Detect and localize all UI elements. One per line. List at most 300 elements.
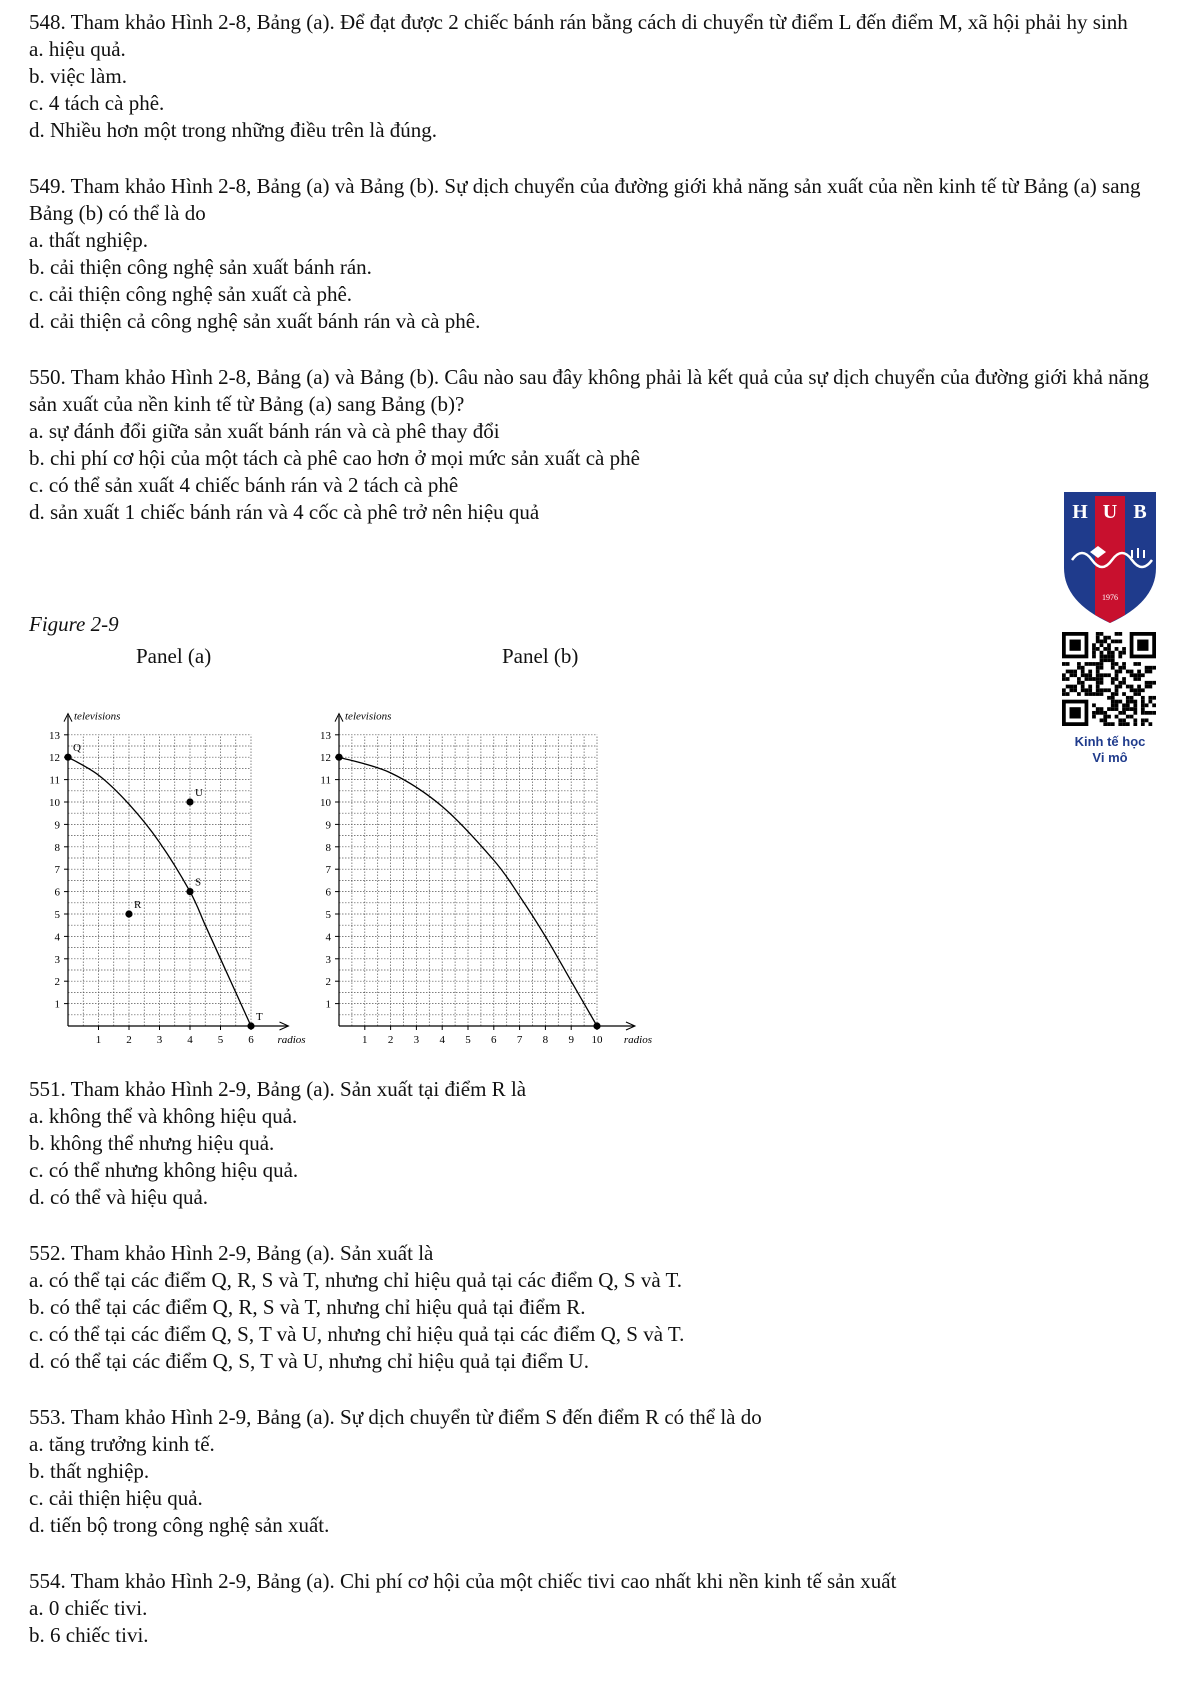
qr-module — [1118, 666, 1122, 670]
y-tick-label: 13 — [49, 729, 60, 742]
qr-module — [1107, 696, 1111, 700]
qr-module — [1115, 662, 1119, 666]
qr-module — [1145, 703, 1149, 707]
qr-module — [1126, 722, 1130, 726]
option: b. 6 chiếc tivi. — [29, 1623, 149, 1647]
qr-module — [1122, 677, 1126, 681]
y-tick-label: 2 — [54, 976, 60, 989]
x-tick-label: 5 — [217, 1034, 224, 1046]
qr-module — [1088, 685, 1092, 689]
option: b. việc làm. — [29, 64, 127, 88]
qr-module — [1118, 722, 1122, 726]
qr-module — [1130, 696, 1134, 700]
qr-module — [1103, 722, 1107, 726]
qr-module — [1103, 636, 1107, 640]
qr-module — [1085, 662, 1089, 666]
qr-module — [1096, 670, 1100, 674]
qr-module — [1107, 643, 1111, 647]
qr-module — [1070, 688, 1074, 692]
qr-module — [1100, 651, 1104, 655]
logo-letter-h: H — [1072, 501, 1088, 523]
qr-module — [1096, 662, 1100, 666]
qr-module — [1107, 688, 1111, 692]
qr-module — [1100, 658, 1104, 662]
question-stem: 549. Tham khảo Hình 2-8, Bảng (a) và Bảng (b). Sự dịch chuyển của đường giới khả năng sản xuất của nền kinh tế từ Bảng (a) sang Bảng (b) có thể là do — [29, 174, 1141, 225]
option: c. có thể nhưng không hiệu quả. — [29, 1158, 299, 1182]
qr-module — [1111, 655, 1115, 659]
qr-module — [1077, 681, 1081, 685]
qr-module — [1081, 685, 1085, 689]
qr-module — [1092, 651, 1096, 655]
question-549 — [29, 173, 1169, 335]
qr-module — [1100, 673, 1104, 677]
qr-module — [1141, 703, 1145, 707]
x-tick-label: 9 — [568, 1034, 574, 1046]
qr-module — [1088, 673, 1092, 677]
document-page-lower — [29, 1076, 1169, 1649]
qr-module — [1122, 711, 1126, 715]
qr-module — [1100, 662, 1104, 666]
logo-caption-line1: Kinh tế học — [1074, 734, 1146, 749]
qr-module — [1118, 655, 1122, 659]
qr-module — [1077, 666, 1081, 670]
qr-module — [1126, 707, 1130, 711]
x-tick-label: 3 — [156, 1034, 163, 1046]
qr-module — [1100, 681, 1104, 685]
x-tick-label: 4 — [187, 1034, 193, 1046]
qr-module — [1118, 718, 1122, 722]
y-tick-label: 11 — [49, 774, 60, 787]
y-tick-label: 1 — [325, 998, 331, 1011]
y-tick-label: 3 — [54, 953, 60, 966]
qr-module — [1141, 722, 1145, 726]
qr-module — [1062, 673, 1066, 677]
qr-module — [1073, 688, 1077, 692]
qr-module — [1130, 707, 1134, 711]
qr-module — [1133, 677, 1137, 681]
logo-year: 1976 — [1102, 593, 1118, 602]
qr-module — [1137, 685, 1141, 689]
data-point-r — [125, 910, 132, 917]
qr-module — [1130, 700, 1134, 704]
qr-module — [1115, 640, 1119, 644]
option: d. tiến bộ trong công nghệ sản xuất. — [29, 1513, 330, 1537]
qr-module — [1148, 685, 1152, 689]
qr-module — [1081, 666, 1085, 670]
qr-module — [1070, 673, 1074, 677]
qr-module — [1100, 677, 1104, 681]
option: a. có thể tại các điểm Q, R, S và T, nhưng chỉ hiệu quả tại các điểm Q, S và T. — [29, 1268, 683, 1292]
qr-module — [1100, 711, 1104, 715]
qr-module — [1148, 711, 1152, 715]
y-tick-label: 12 — [49, 752, 60, 765]
qr-module — [1148, 681, 1152, 685]
qr-module — [1145, 711, 1149, 715]
qr-module — [1085, 677, 1089, 681]
qr-module — [1133, 662, 1137, 666]
data-point-s — [186, 888, 193, 895]
qr-module — [1141, 711, 1145, 715]
qr-module — [1096, 688, 1100, 692]
qr-module — [1100, 643, 1104, 647]
qr-module — [1088, 670, 1092, 674]
qr-module — [1085, 673, 1089, 677]
qr-module — [1115, 692, 1119, 696]
qr-module — [1115, 700, 1119, 704]
qr-module — [1145, 666, 1149, 670]
qr-module — [1107, 722, 1111, 726]
qr-module — [1122, 707, 1126, 711]
qr-module — [1096, 636, 1100, 640]
y-tick-label: 10 — [320, 797, 331, 809]
qr-module — [1111, 692, 1115, 696]
panel-a-chart — [30, 670, 306, 1065]
qr-module — [1111, 658, 1115, 662]
qr-module — [1133, 722, 1137, 726]
qr-module — [1118, 670, 1122, 674]
qr-module — [1115, 677, 1119, 681]
qr-module — [1096, 647, 1100, 651]
question-stem: 550. Tham khảo Hình 2-8, Bảng (a) và Bảng (b). Câu nào sau đây không phải là kết quả của sự dịch chuyển của đường giới khả năng sản xuất của nền kinh tế từ Bảng (a) sang Bảng (b)? — [29, 365, 1149, 416]
qr-module — [1133, 692, 1137, 696]
qr-module — [1122, 681, 1126, 685]
qr-module — [1062, 677, 1066, 681]
qr-module — [1111, 640, 1115, 644]
x-axis-label: radios — [623, 1034, 653, 1046]
y-tick-label: 10 — [49, 797, 60, 809]
panel-a-title: Panel (a) — [136, 644, 212, 668]
option: a. tăng trưởng kinh tế. — [29, 1432, 215, 1456]
qr-module — [1122, 722, 1126, 726]
figure-title: Figure 2-9 — [29, 612, 119, 636]
point-label-u: U — [195, 787, 203, 799]
x-tick-label: 8 — [542, 1034, 549, 1046]
question-stem: 548. Tham khảo Hình 2-8, Bảng (a). Để đạt được 2 chiếc bánh rán bằng cách di chuyển từ điểm L đến điểm M, xã hội phải hy sinh — [29, 10, 1128, 34]
qr-module — [1096, 673, 1100, 677]
qr-module — [1111, 722, 1115, 726]
qr-module — [1126, 700, 1130, 704]
point-label-s: S — [195, 876, 202, 889]
question-554 — [29, 1568, 1169, 1649]
y-tick-label: 6 — [54, 886, 60, 899]
y-tick-label: 3 — [325, 953, 331, 966]
y-axis-label: televisions — [74, 710, 121, 723]
qr-module — [1137, 692, 1141, 696]
qr-module — [1137, 688, 1141, 692]
data-point-u — [186, 798, 193, 805]
qr-module — [1088, 662, 1092, 666]
question-548 — [29, 9, 1169, 144]
y-tick-label: 5 — [325, 909, 331, 921]
qr-module — [1103, 640, 1107, 644]
qr-module — [1115, 688, 1119, 692]
data-point-end — [335, 754, 342, 761]
qr-module — [1152, 681, 1156, 685]
y-tick-label: 11 — [320, 774, 331, 787]
qr-module — [1126, 670, 1130, 674]
qr-module — [1152, 703, 1156, 707]
qr-module — [1145, 670, 1149, 674]
qr-module — [1141, 700, 1145, 704]
qr-module — [1062, 692, 1066, 696]
qr-module — [1103, 658, 1107, 662]
qr-module — [1085, 688, 1089, 692]
qr-module — [1092, 677, 1096, 681]
qr-module — [1062, 688, 1066, 692]
point-label-t: T — [256, 1011, 263, 1023]
qr-module — [1130, 673, 1134, 677]
y-tick-label: 2 — [325, 976, 331, 989]
panel-b-title: Panel (b) — [502, 644, 579, 668]
qr-module — [1103, 715, 1107, 719]
qr-module — [1107, 636, 1111, 640]
y-tick-label: 9 — [325, 819, 331, 832]
qr-module — [1096, 677, 1100, 681]
x-tick-label: 4 — [439, 1034, 445, 1046]
qr-module — [1111, 696, 1115, 700]
hub-shield-icon — [1060, 490, 1160, 625]
qr-module — [1115, 632, 1119, 636]
qr-module — [1133, 711, 1137, 715]
x-tick-label: 7 — [516, 1034, 523, 1046]
qr-module — [1111, 700, 1115, 704]
qr-module — [1118, 681, 1122, 685]
option: b. có thể tại các điểm Q, R, S và T, nhưng chỉ hiệu quả tại điểm R. — [29, 1295, 586, 1319]
qr-module — [1122, 703, 1126, 707]
question-stem: 552. Tham khảo Hình 2-9, Bảng (a). Sản xuất là — [29, 1241, 434, 1265]
qr-module — [1066, 670, 1070, 674]
qr-module — [1107, 707, 1111, 711]
option: a. sự đánh đổi giữa sản xuất bánh rán và cà phê thay đổi — [29, 419, 500, 443]
qr-module — [1081, 673, 1085, 677]
x-tick-label: 6 — [491, 1034, 497, 1046]
qr-module — [1066, 662, 1070, 666]
option: c. cải thiện hiệu quả. — [29, 1486, 203, 1510]
qr-module — [1130, 670, 1134, 674]
x-tick-label: 2 — [126, 1034, 132, 1046]
qr-module — [1133, 673, 1137, 677]
qr-module — [1148, 722, 1152, 726]
option: c. có thể sản xuất 4 chiếc bánh rán và 2 tách cà phê — [29, 473, 459, 497]
qr-module — [1115, 673, 1119, 677]
x-tick-label: 2 — [387, 1034, 394, 1046]
qr-module — [1133, 688, 1137, 692]
qr-module — [1148, 666, 1152, 670]
option: c. 4 tách cà phê. — [29, 91, 165, 115]
option: d. sản xuất 1 chiếc bánh rán và 4 cốc cà phê trở nên hiệu quả — [29, 500, 540, 524]
qr-module — [1100, 707, 1104, 711]
qr-module — [1107, 658, 1111, 662]
qr-module — [1141, 688, 1145, 692]
qr-module — [1062, 662, 1066, 666]
qr-module — [1107, 655, 1111, 659]
qr-module — [1122, 666, 1126, 670]
qr-module — [1107, 651, 1111, 655]
qr-module — [1141, 718, 1145, 722]
qr-module — [1118, 700, 1122, 704]
qr-module — [1130, 685, 1134, 689]
qr-module — [1115, 707, 1119, 711]
qr-module — [1100, 655, 1104, 659]
qr-module — [1103, 711, 1107, 715]
x-tick-label: 6 — [248, 1034, 254, 1046]
qr-module — [1122, 662, 1126, 666]
data-point-end — [593, 1022, 600, 1029]
option: c. cải thiện công nghệ sản xuất cà phê. — [29, 282, 353, 306]
logo-letter-u: U — [1102, 501, 1118, 523]
y-tick-label: 5 — [54, 909, 60, 921]
qr-module — [1122, 718, 1126, 722]
qr-module — [1100, 718, 1104, 722]
option: d. có thể và hiệu quả. — [29, 1185, 209, 1209]
y-tick-label: 7 — [54, 864, 60, 877]
y-tick-label: 4 — [54, 931, 60, 944]
y-tick-label: 12 — [320, 752, 331, 765]
qr-module — [1081, 681, 1085, 685]
qr-module — [1141, 673, 1145, 677]
qr-module — [1126, 685, 1130, 689]
qr-module — [1081, 688, 1085, 692]
qr-module — [1111, 707, 1115, 711]
qr-module — [1085, 692, 1089, 696]
qr-module — [1122, 647, 1126, 651]
qr-module — [1107, 673, 1111, 677]
qr-module — [1133, 703, 1137, 707]
option: b. không thể nhưng hiệu quả. — [29, 1131, 275, 1155]
qr-module — [1145, 681, 1149, 685]
qr-module — [1141, 696, 1145, 700]
qr-module — [1092, 711, 1096, 715]
qr-module — [1096, 692, 1100, 696]
logo-caption-line2: Vi mô — [1092, 750, 1128, 765]
qr-module — [1141, 707, 1145, 711]
qr-module — [1137, 670, 1141, 674]
qr-module — [1092, 662, 1096, 666]
qr-module — [1130, 715, 1134, 719]
qr-module — [1066, 685, 1070, 689]
qr-module — [1092, 647, 1096, 651]
y-tick-label: 8 — [54, 841, 60, 854]
qr-module — [1096, 640, 1100, 644]
qr-module — [1133, 707, 1137, 711]
y-axis-label: televisions — [345, 710, 392, 723]
qr-code-icon[interactable] — [1062, 632, 1156, 726]
qr-module — [1118, 711, 1122, 715]
qr-module — [1118, 685, 1122, 689]
qr-module — [1145, 685, 1149, 689]
qr-module — [1070, 670, 1074, 674]
qr-module — [1096, 632, 1100, 636]
qr-module — [1073, 670, 1077, 674]
qr-module — [1115, 703, 1119, 707]
question-553 — [29, 1404, 1169, 1539]
qr-module — [1077, 662, 1081, 666]
qr-module — [1103, 718, 1107, 722]
x-tick-label: 10 — [591, 1034, 603, 1046]
qr-module — [1111, 662, 1115, 666]
qr-module — [1077, 692, 1081, 696]
qr-module — [1096, 681, 1100, 685]
qr-module — [1111, 651, 1115, 655]
option: b. cải thiện công nghệ sản xuất bánh rán. — [29, 255, 372, 279]
qr-module — [1111, 666, 1115, 670]
qr-module — [1122, 692, 1126, 696]
qr-module — [1133, 718, 1137, 722]
qr-module — [1137, 677, 1141, 681]
option: d. Nhiều hơn một trong những điều trên là đúng. — [29, 118, 438, 142]
qr-module — [1115, 647, 1119, 651]
qr-module — [1126, 703, 1130, 707]
qr-module — [1148, 696, 1152, 700]
x-axis-label: radios — [277, 1034, 306, 1046]
qr-module — [1073, 685, 1077, 689]
qr-module — [1077, 677, 1081, 681]
qr-module — [1111, 681, 1115, 685]
qr-module — [1096, 707, 1100, 711]
x-tick-label: 1 — [362, 1034, 368, 1046]
question-551 — [29, 1076, 1169, 1211]
qr-module — [1096, 685, 1100, 689]
logo-letter-b: B — [1133, 501, 1147, 523]
y-tick-label: 13 — [320, 729, 331, 742]
qr-module — [1081, 670, 1085, 674]
qr-module — [1096, 666, 1100, 670]
qr-module — [1092, 715, 1096, 719]
x-tick-label: 1 — [95, 1034, 102, 1046]
option: a. không thể và không hiệu quả. — [29, 1104, 298, 1128]
qr-module — [1100, 688, 1104, 692]
qr-module — [1103, 688, 1107, 692]
hub-logo — [1060, 490, 1160, 625]
option: c. có thể tại các điểm Q, S, T và U, nhưng chỉ hiệu quả tại các điểm Q, S và T. — [29, 1322, 685, 1346]
qr-module — [1126, 696, 1130, 700]
qr-finder-core — [1070, 707, 1081, 718]
qr-module — [1073, 673, 1077, 677]
option: b. thất nghiệp. — [29, 1459, 150, 1483]
qr-finder-core — [1137, 640, 1148, 651]
qr-finder-core — [1070, 640, 1081, 651]
question-552 — [29, 1240, 1169, 1375]
qr-module — [1111, 677, 1115, 681]
qr-module — [1107, 715, 1111, 719]
data-point-t — [247, 1022, 254, 1029]
panel-b-chart — [320, 670, 675, 1065]
qr-module — [1092, 703, 1096, 707]
option: a. thất nghiệp. — [29, 228, 148, 252]
data-point-q — [64, 754, 71, 761]
point-label-q: Q — [73, 742, 81, 755]
point-label-r: R — [134, 899, 142, 911]
qr-module — [1092, 655, 1096, 659]
y-tick-label: 4 — [325, 931, 331, 944]
qr-module — [1100, 640, 1104, 644]
qr-module — [1115, 685, 1119, 689]
qr-module — [1118, 632, 1122, 636]
qr-module — [1133, 700, 1137, 704]
qr-module — [1126, 715, 1130, 719]
qr-module — [1100, 666, 1104, 670]
qr-module — [1103, 655, 1107, 659]
y-tick-label: 8 — [325, 841, 331, 854]
qr-module — [1066, 692, 1070, 696]
x-tick-label: 5 — [465, 1034, 471, 1046]
qr-module — [1148, 670, 1152, 674]
option: d. cải thiện cả công nghệ sản xuất bánh rán và cà phê. — [29, 309, 481, 333]
qr-module — [1148, 700, 1152, 704]
qr-module — [1096, 711, 1100, 715]
qr-module — [1066, 677, 1070, 681]
qr-module — [1100, 632, 1104, 636]
